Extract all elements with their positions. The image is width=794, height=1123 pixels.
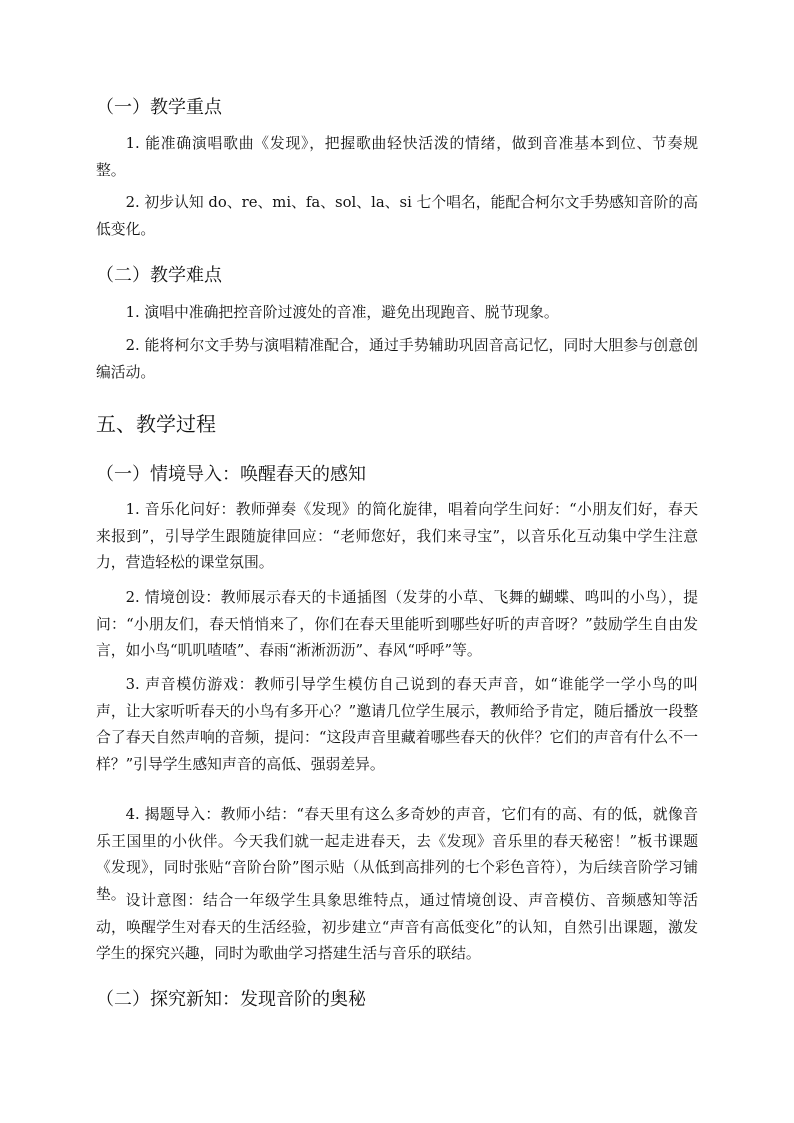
difficulty-1: 1. 演唱中准确把控音阶过渡处的音准，避免出现跑音、脱节现象。 [125, 304, 559, 321]
heading-key-points: （一）教学重点 [96, 97, 222, 118]
heading-part1: （一）情境导入：唤醒春天的感知 [96, 464, 366, 485]
difficulty-2: 2. 能将柯尔文手势与演唱精准配合，通过手势辅助巩固音高记忆，同时大胆参与创意创编活动。 [96, 337, 698, 381]
process-item-2: 2. 情境创设：教师展示春天的卡通插图（发芽的小草、飞舞的蝴蝶、鸣叫的小鸟），提问：“小朋友们，春天悄悄来了，你们在春天里能听到哪些好听的声音呀？”鼓励学生自由发言，如小鸟“叽叽喳喳”、春雨“淅淅沥沥”、春风“呼呼”等。 [96, 589, 698, 659]
heading-process: 五、教学过程 [96, 412, 216, 436]
process-item-3: 3. 声音模仿游戏：教师引导学生模仿自己说到的春天声音，如“谁能学一学小鸟的叫声，让大家听听春天的小鸟有多开心？”邀请几位学生展示，教师给予肯定，随后播放一段整合了春天自然声响的音频，提问：“这段声音里藏着哪些春天的伙伴？它们的声音有什么不一样？”引导学生感知声音的高低、强弱差异。 [96, 676, 698, 773]
key-point-1: 1. 能准确演唱歌曲《发现》，把握歌曲轻快活泼的情绪，做到音准基本到位、节奏规整。 [96, 135, 698, 179]
process-item-4: 4. 揭题导入：教师小结：“春天里有这么多奇妙的声音，它们有的高、有的低，就像音乐王国里的小伙伴。今天我们就一起走进春天，去《发现》音乐里的春天秘密！”板书课题《发现》，同时张贴“音阶台阶”图示贴（从低到高排列的七个彩色音符），为后续音阶学习铺垫。 [96, 806, 698, 903]
heading-difficulties: （二）教学难点 [96, 265, 222, 286]
process-item-1: 1. 音乐化问好：教师弹奏《发现》的简化旋律，唱着向学生问好：“小朋友们好，春天来报到”，引导学生跟随旋律回应：“老师您好，我们来寻宝”，以音乐化互动集中学生注意力，营造轻松的课堂氛围。 [96, 501, 698, 571]
key-point-2: 2. 初步认知 do、re、mi、fa、sol、la、si 七个唱名，能配合柯尔文手势感知音阶的高低变化。 [96, 194, 698, 238]
heading-part2: （二）探究新知：发现音阶的奥秘 [96, 989, 366, 1010]
design-intent: 设计意图：结合一年级学生具象思维特点，通过情境创设、声音模仿、音频感知等活动，唤醒学生对春天的生活经验，初步建立“声音有高低变化”的认知，自然引出课题，激发学生的探究兴趣，同时为歌曲学习搭建生活与音乐的联结。 [96, 892, 698, 962]
